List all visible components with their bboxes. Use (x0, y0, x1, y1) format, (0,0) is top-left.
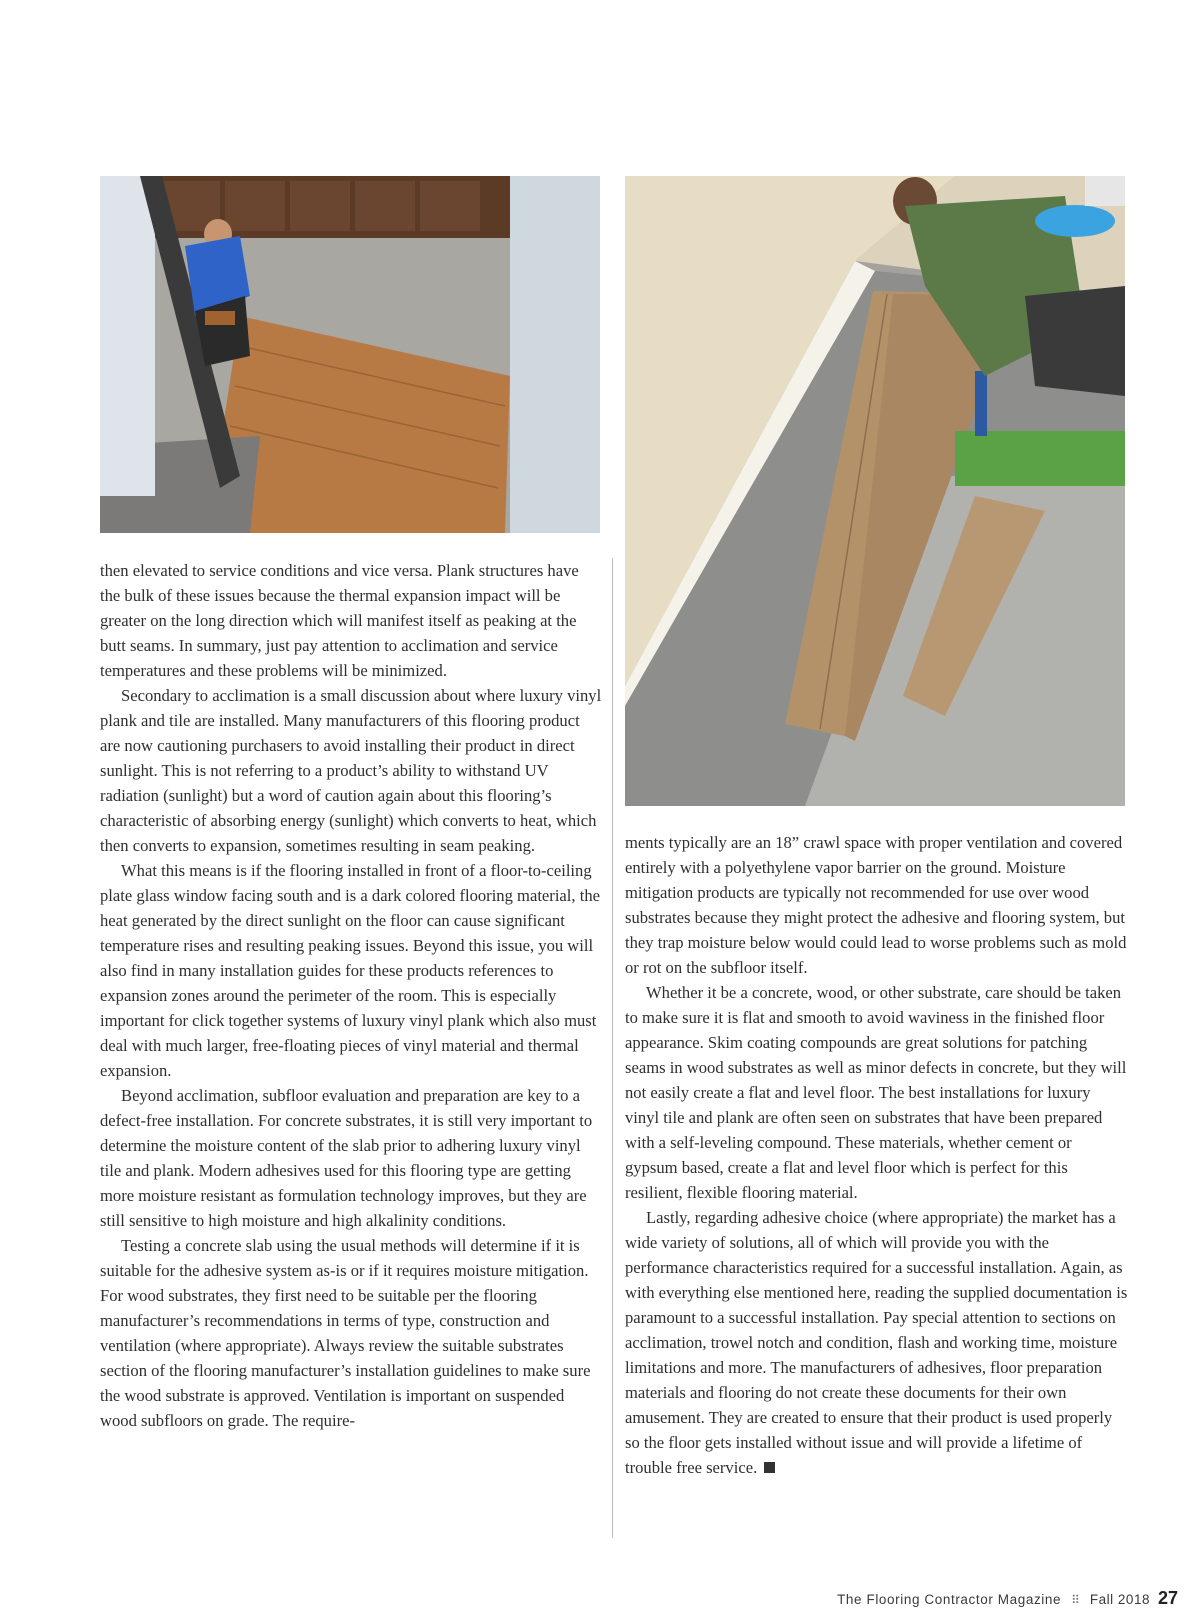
magazine-title: The Flooring Contractor Magazine (837, 1592, 1062, 1607)
end-mark-icon (764, 1462, 775, 1473)
page-number: 27 (1157, 1588, 1178, 1608)
flooring-install-doorway-photo (100, 176, 600, 533)
paragraph: Beyond acclimation, subfloor evaluation and preparation are key to a defect-free installation. For concrete substrates, it is still very important to determine the moisture content of the slab prior to adhering luxury vinyl tile and plank. Modern adhesives used for this flooring type are getting more moisture resistant as formulation technology improves, but they are still sensitive to high moisture and high alkalinity conditions. (100, 1086, 593, 1230)
paragraph: What this means is if the flooring installed in front of a floor-to-ceiling plate glass window facing south and is a dark colored flooring material, the heat generated by the direct sunlight on the floor can cause significant temperature rises and resulting peaking issues. Beyond this issue, you will also find in many installation guides for these products references to expansion zones around the perimeter of the room. This is especially important for click together systems of luxury vinyl plank which also must deal with much larger, free-floating pieces of vinyl material and thermal expansion. (100, 861, 600, 1080)
paragraph: then elevated to service conditions and vice versa. Plank structures have the bulk of these issues because the thermal expansion impact will be greater on the long direction which will manifest itself as peaking at the butt seams. In summary, just pay attention to acclimation and service temperatures and these problems will be minimized. (100, 561, 579, 680)
paragraph-text: Lastly, regarding adhesive choice (where appropriate) the market has a wide variety of solutions, all of which will provide you with the performance characteristics required for a successful installation. Again, as with everything else mentioned here, reading the supplied documentation is paramount to a successful installation. Pay special attention to sections on acclimation, trowel notch and condition, flash and working time, moisture limitations and more. The manufacturers of adhesives, floor preparation materials and flooring do not create these documents for their own amusement. They are created to ensure that their product is used properly so the floor gets installed without issue and will provide a lifetime of trouble free service. (625, 1208, 1128, 1477)
paragraph: Whether it be a concrete, wood, or other substrate, care should be taken to make sure it is flat and smooth to avoid waviness in the finished floor appearance. Skim coating compounds are great solutions for patching seams in wood substrates as well as minor defects in concrete, but they will not easily create a flat and level floor. The best installations for luxury vinyl tile and plank are often seen on substrates that have been prepared with a self-leveling compound. These materials, whether cement or gypsum based, create a flat and level floor which is perfect for this resilient, flexible flooring material. (625, 983, 1127, 1202)
paragraph: Secondary to acclimation is a small discussion about where luxury vinyl plank and tile are installed. Many manufacturers of this flooring product are now cautioning purchasers to avoid installing their product in direct sunlight. This is not referring to a product’s ability to withstand UV radiation (sunlight) but a word of caution again about this flooring’s characteristic of absorbing energy (sunlight) which converts to heat, which then converts to expansion, sometimes resulting in seam peaking. (100, 686, 602, 855)
paragraph: Testing a concrete slab using the usual methods will determine if it is suitable for the adhesive system as-is or if it requires moisture mitigation. For wood substrates, they first need to be suitable per the flooring manufacturer’s recommendations in terms of type, construction and ventilation (where appropriate). Always review the suitable substrates section of the flooring manufacturer’s installation guidelines to make sure the wood substrate is approved. Ventilation is important on suspended wood subfloors on grade. The require- (100, 1236, 591, 1430)
separator-icon: ⠿ (1071, 1593, 1080, 1607)
paragraph: ments typically are an 18” crawl space with proper ventilation and covered entirely with a polyethylene vapor barrier on the ground. Moisture mitigation products are typically not recommended for use over wood substrates because they might protect the adhesive and flooring system, but they trap moisture below would could lead to worse problems such as mold or rot on the subfloor itself. (625, 833, 1127, 977)
article-column-left (100, 558, 603, 1433)
page-footer (837, 1588, 1178, 1609)
paragraph-last (625, 1205, 1128, 1480)
article-column-right (625, 830, 1128, 1480)
column-rule (612, 558, 613, 1538)
flooring-install-room-photo (625, 176, 1125, 806)
issue-date: Fall 2018 (1089, 1592, 1150, 1607)
